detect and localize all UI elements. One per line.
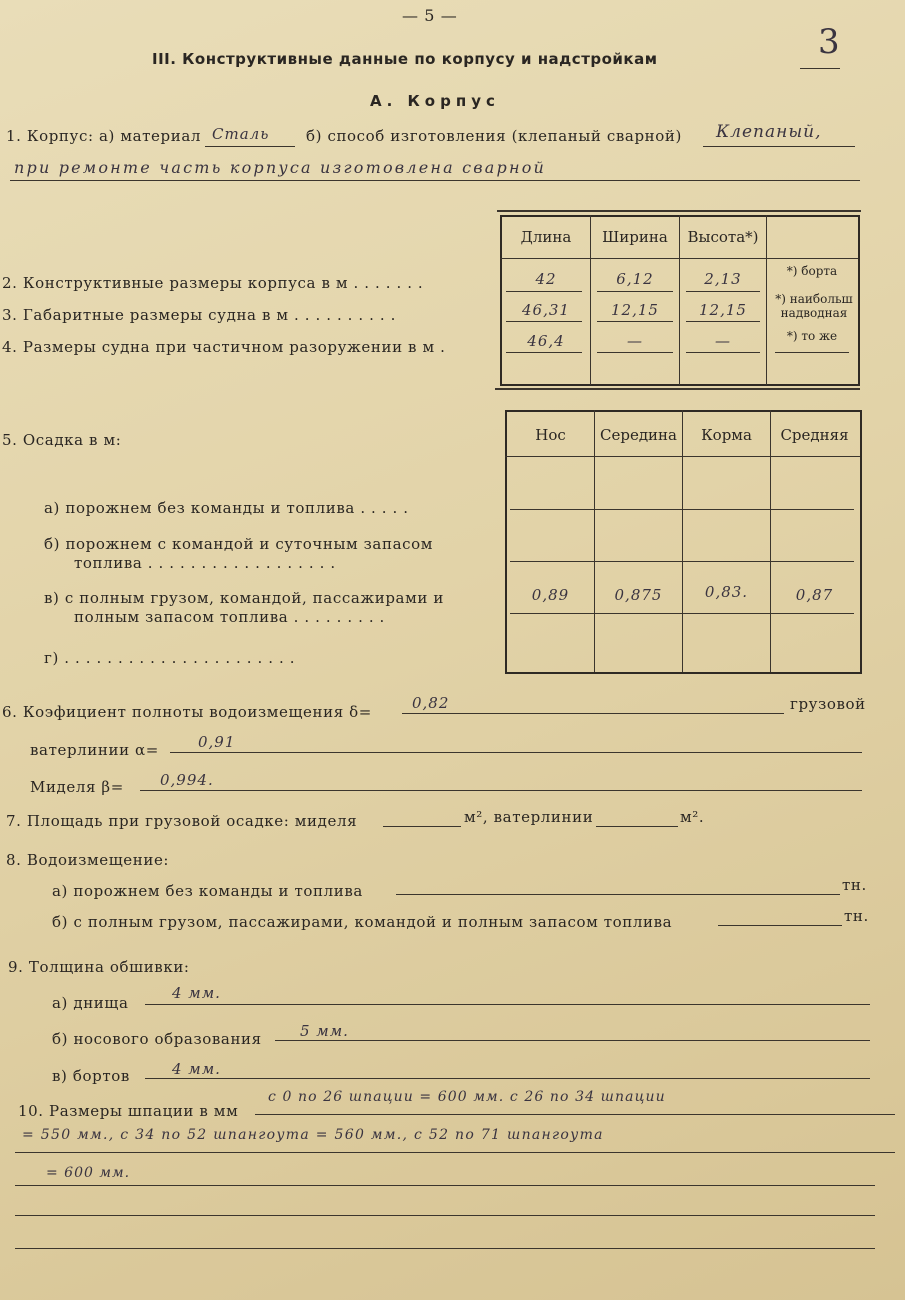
dims-cell-line: [686, 291, 760, 292]
draft-header-middle: Середина: [599, 426, 677, 444]
dims-cell-line: [775, 352, 849, 353]
item1-label-method: б) способ изготовления (клепаный сварной): [306, 127, 682, 145]
item10-line3: [15, 1185, 875, 1186]
draft-row-label: а) порожнем без команды и топлива . . . . .: [44, 499, 409, 517]
dims-note: *) борта: [786, 264, 838, 278]
dims-value: 2,13: [704, 270, 742, 288]
draft-header-bow: Нос: [535, 426, 566, 444]
item10-line1: [255, 1114, 895, 1115]
item9-c-label: в) бортов: [52, 1067, 130, 1085]
draft-col-divider: [770, 410, 771, 672]
item9-a-value: 4 мм.: [172, 984, 221, 1002]
dims-value: —: [715, 332, 731, 350]
dims-row-label: 4. Размеры судна при частичном разоружении в м .: [2, 338, 446, 356]
dims-value: —: [627, 332, 643, 350]
draft-row-label: б) порожнем с командой и суточным запасом: [44, 535, 434, 553]
dims-header-line: [500, 258, 858, 259]
item10-value-line1: с 0 по 26 шпации = 600 мм. с 26 по 34 шпации: [268, 1089, 666, 1105]
midship-label: Миделя β=: [30, 778, 124, 796]
dims-value: 6,12: [616, 270, 654, 288]
dims-note: *) то же: [786, 329, 838, 343]
dims-cell-line: [506, 291, 582, 292]
corner-mark: 3: [818, 22, 841, 62]
dims-table-bottomline: [495, 388, 860, 390]
dims-cell-line: [686, 352, 760, 353]
dims-cell-line: [597, 291, 673, 292]
dims-value: 46,31: [522, 301, 570, 319]
page-number: — 5 —: [402, 6, 458, 25]
item9-label: 9. Толщина обшивки:: [8, 958, 190, 976]
draft-row-label: в) с полным грузом, командой, пассажирами и: [44, 589, 444, 607]
alpha-line: [170, 752, 862, 753]
draft-row-line: [510, 561, 854, 562]
item6-suffix: грузовой: [790, 695, 866, 713]
delta-value: 0,82: [412, 694, 450, 712]
draft-header-line: [505, 456, 860, 457]
item9-b-label: б) носового образования: [52, 1030, 262, 1048]
draft-col-divider: [594, 410, 595, 672]
beta-value: 0,994.: [160, 771, 214, 789]
draft-header-stern: Корма: [701, 426, 752, 444]
item9-a-label: а) днища: [52, 994, 129, 1012]
draft-row-label-cont: полным запасом топлива . . . . . . . . .: [74, 608, 385, 626]
midship-area-line: [383, 826, 461, 827]
item6-label: 6. Коэфициент полноты водоизмещения δ=: [2, 703, 372, 721]
item7-unit2: м².: [680, 808, 705, 826]
item1-label-material: 1. Корпус: а) материал: [6, 127, 201, 145]
dims-note: *) наибольш надводная: [775, 292, 853, 320]
dims-cell-line: [597, 321, 673, 322]
dims-table-topline: [497, 210, 861, 212]
item8-b-line: [718, 925, 842, 926]
item10-value-line2: = 550 мм., с 34 по 52 шпангоута = 560 мм., с 52 по 71 шпангоута: [22, 1127, 604, 1143]
item8-a-unit: тн.: [842, 876, 867, 894]
material-line: [205, 146, 295, 147]
dims-header-width: Ширина: [602, 228, 668, 246]
dims-cell-line: [506, 352, 582, 353]
item9-c-line: [145, 1078, 870, 1079]
dims-col-divider: [766, 215, 767, 385]
dims-header-length: Длина: [520, 228, 572, 246]
item10-value-line3: = 600 мм.: [46, 1165, 131, 1181]
draft-row-label-cont: топлива . . . . . . . . . . . . . . . . . .: [74, 554, 336, 572]
section-title: III. Конструктивные данные по корпусу и надстройкам: [152, 50, 658, 68]
waterline-area-line: [596, 826, 678, 827]
item10-label: 10. Размеры шпации в мм: [18, 1102, 239, 1120]
draft-table: [505, 410, 862, 674]
draft-header-average: Средняя: [780, 426, 849, 444]
delta-line: [402, 713, 784, 714]
dims-value: 42: [535, 270, 557, 288]
item9-a-line: [145, 1004, 870, 1005]
draft-value-middle: 0,875: [614, 586, 663, 604]
beta-line: [140, 790, 862, 791]
method-value: Клепаный,: [716, 122, 822, 142]
draft-col-divider: [682, 410, 683, 672]
dims-value: 12,15: [699, 301, 747, 319]
draft-label: 5. Осадка в м:: [2, 431, 122, 449]
item9-b-value: 5 мм.: [300, 1022, 349, 1040]
draft-value-average: 0,87: [795, 586, 834, 604]
item7-label: 7. Площадь при грузовой осадке: миделя: [6, 812, 358, 830]
draft-value-stern: 0,83.: [704, 583, 749, 601]
item9-b-line: [275, 1040, 870, 1041]
item10-line5: [15, 1248, 875, 1249]
dims-value: 46,4: [527, 332, 565, 350]
draft-value-bow: 0,89: [531, 586, 570, 604]
draft-row-line: [510, 509, 854, 510]
draft-row-line: [510, 613, 854, 614]
material-value: Сталь: [212, 125, 270, 143]
item8-a-line: [396, 894, 840, 895]
item8-b-label: б) с полным грузом, пассажирами, командой и полным запасом топлива: [52, 913, 673, 931]
dims-header-height: Высота*): [687, 228, 759, 246]
dims-row-label: 3. Габаритные размеры судна в м . . . . . . . . . .: [2, 306, 396, 324]
item7-unit1: м², ватерлинии: [464, 808, 594, 826]
item8-b-unit: тн.: [844, 907, 869, 925]
item8-label: 8. Водоизмещение:: [6, 851, 170, 869]
item10-line4: [15, 1215, 875, 1216]
method-line2: [10, 180, 860, 181]
dims-cell-line: [597, 352, 673, 353]
method-line: [703, 146, 855, 147]
item8-a-label: а) порожнем без команды и топлива: [52, 882, 363, 900]
item9-c-value: 4 мм.: [172, 1060, 221, 1078]
waterline-label: ватерлинии α=: [30, 741, 159, 759]
alpha-value: 0,91: [198, 733, 236, 751]
method-value-line2: при ремонте часть корпуса изготовлена сварной: [14, 158, 547, 177]
dims-cell-line: [506, 321, 582, 322]
subsection-title: А. Корпус: [370, 92, 500, 110]
dims-row-label: 2. Конструктивные размеры корпуса в м . . . . . . .: [2, 274, 424, 292]
dims-value: 12,15: [611, 301, 659, 319]
draft-row-label: г) . . . . . . . . . . . . . . . . . . . . . .: [44, 649, 296, 667]
item10-line2: [15, 1152, 895, 1153]
dims-cell-line: [686, 321, 760, 322]
corner-mark-underline: [800, 68, 840, 69]
